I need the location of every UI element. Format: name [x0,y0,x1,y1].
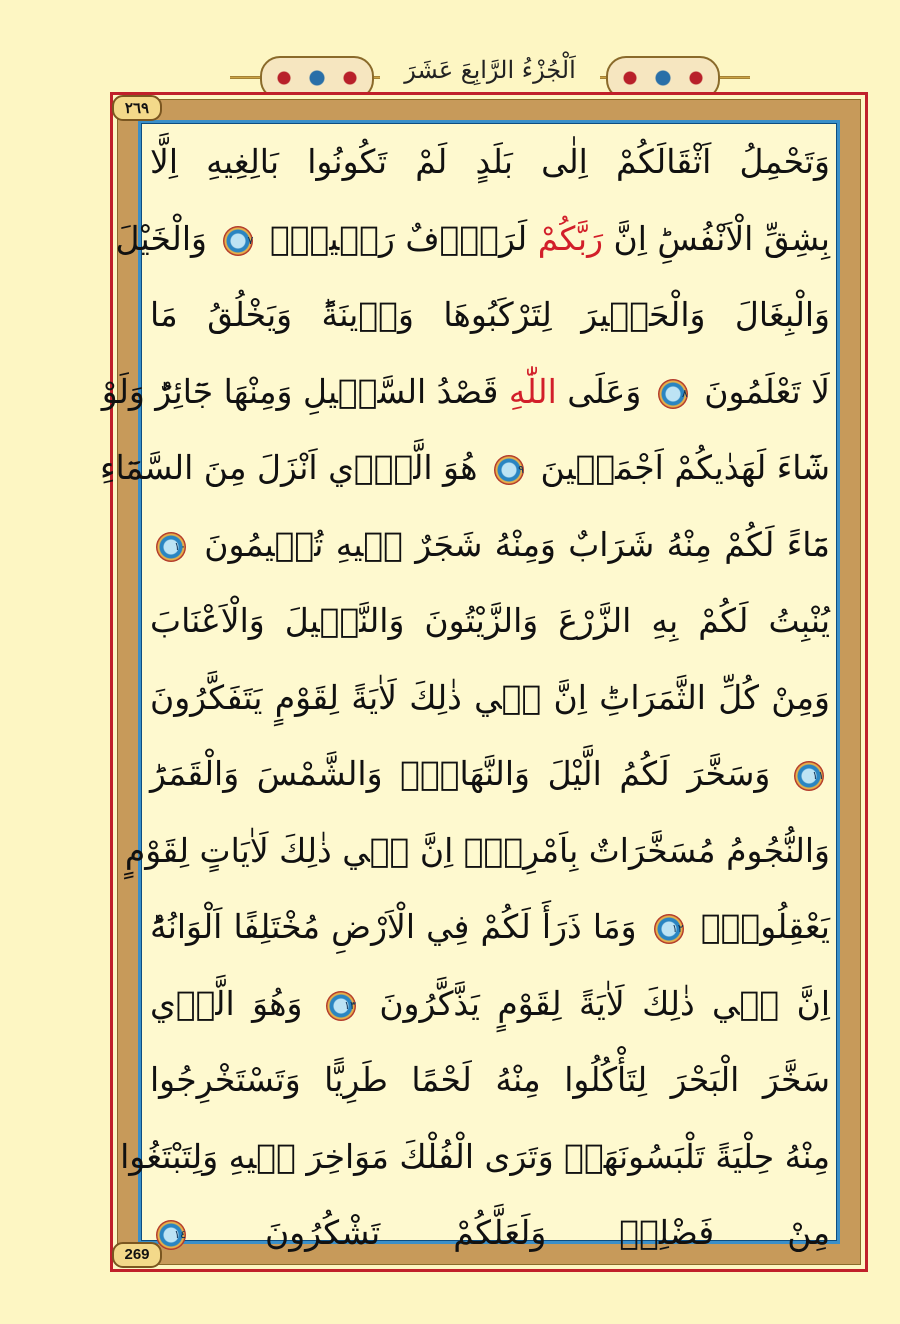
text-segment: لَا تَعْلَمُونَ [704,371,830,411]
verse-number-marker: ١٠ [156,532,186,562]
text-line [115,201,830,278]
text-line [150,736,830,813]
text-segment: اِنَّ ف۪ي ذٰلِكَ لَاٰيَةً لِقَوْمٍ يَذَّكَّرُونَ [379,983,830,1023]
text-segment: قَصْدُ السَّب۪يلِ وَمِنْهَا جَٓائِرٌؕ وَلَوْ [101,371,499,411]
text-segment: بِشِقِّ الْاَنْفُسِؕ اِنَّ [603,218,830,258]
text-segment: هُوَ الَّذ۪ٓي اَنْزَلَ مِنَ السَّمَٓاءِ [99,448,478,487]
page-number-bottom: 269 [112,1242,162,1268]
verse-number-marker: ٩ [494,455,524,485]
text-segment: يُنْبِتُ لَكُمْ بِهِ الزَّرْعَ وَالزَّيْتُونَ وَالنَّخ۪يلَ وَالْاَعْنَابَ [150,601,830,640]
juz-title: اَلْجُزْءُ الرَّابِعَ عَشَرَ [380,56,600,84]
text-segment: وَالنُّجُومُ مُسَخَّرَاتٌ بِاَمْرِه۪ؕ اِنَّ ف۪ي ذٰلِكَ لَاٰيَاتٍ لِقَوْمٍ [124,830,830,870]
text-line [150,889,830,966]
text-line [99,430,830,507]
verse-number-marker: ١٤ [156,1220,186,1250]
text-segment: وَمَا ذَرَأَ لَكُمْ فِي الْاَرْضِ مُخْتَلِفًا اَلْوَانُهُؕ [150,907,637,946]
verse-number-marker: ١٢ [654,914,684,944]
text-segment: سَخَّرَ الْبَحْرَ لِتَأْكُلُوا مِنْهُ لَحْمًا طَرِيًّا وَتَسْتَخْرِجُوا [150,1060,830,1099]
verse-number-marker: ٨ [658,379,688,409]
text-line [150,583,830,660]
text-segment: وَالْبِغَالَ وَالْحَم۪يرَ لِتَرْكَبُوهَا وَز۪ينَةًؕ وَيَخْلُقُ مَا [150,295,830,334]
text-segment: وَالْخَيْلَ [115,218,207,258]
text-segment: مَٓاءً لَكُمْ مِنْهُ شَرَابٌ وَمِنْهُ شَجَرٌ ف۪يهِ تُس۪يمُونَ [204,524,830,564]
text-segment: وَسَخَّرَ لَكُمُ الَّيْلَ وَالنَّهَارَۙ وَالشَّمْسَ وَالْقَمَرَؕ [150,754,771,793]
text-segment: مِنْ فَضْلِه۪ وَلَعَلَّكُمْ تَشْكُرُونَ [265,1213,830,1252]
divine-name-red: اللّٰهِ [508,371,557,411]
text-segment: شَٓاءَ لَهَدٰيكُمْ اَجْمَع۪ينَ [540,448,830,487]
text-line [150,124,830,201]
text-line [150,1042,830,1119]
text-segment: وَتَحْمِلُ اَثْقَالَكُمْ اِلٰى بَلَدٍ لَمْ تَكُونُوا بَالِغِيهِ اِلَّا [150,142,830,181]
text-segment: لَرَؤُ۫فٌ رَح۪يمٌۙ [269,218,528,258]
text-segment: وَعَلَى [556,371,642,411]
text-segment: يَعْقِلُونَۙ [700,907,830,946]
text-line [150,507,830,584]
text-segment: وَهُوَ الَّذ۪ي [150,983,303,1023]
text-segment: مِنْهُ حِلْيَةً تَلْبَسُونَهَاۚ وَتَرَى الْفُلْكَ مَوَاخِرَ ف۪يهِ وَلِتَبْتَغُوا [120,1136,830,1176]
verse-number-marker: ٧ [223,226,253,256]
text-segment: وَمِنْ كُلِّ الثَّمَرَاتِؕ اِنَّ ف۪ي ذٰلِكَ لَاٰيَةً لِقَوْمٍ يَتَفَكَّرُونَ [150,677,830,717]
text-line [150,277,830,354]
text-line [120,1119,830,1196]
page-number-top: ٢٦٩ [112,95,162,121]
verse-number-marker: ١١ [794,761,824,791]
text-line [150,1195,830,1272]
text-line [101,354,830,431]
divine-name-red: رَبَّكُمْ [537,218,604,258]
text-line [150,660,830,737]
verse-number-marker: ١٣ [326,991,356,1021]
text-line [150,966,830,1043]
text-line [124,813,830,890]
